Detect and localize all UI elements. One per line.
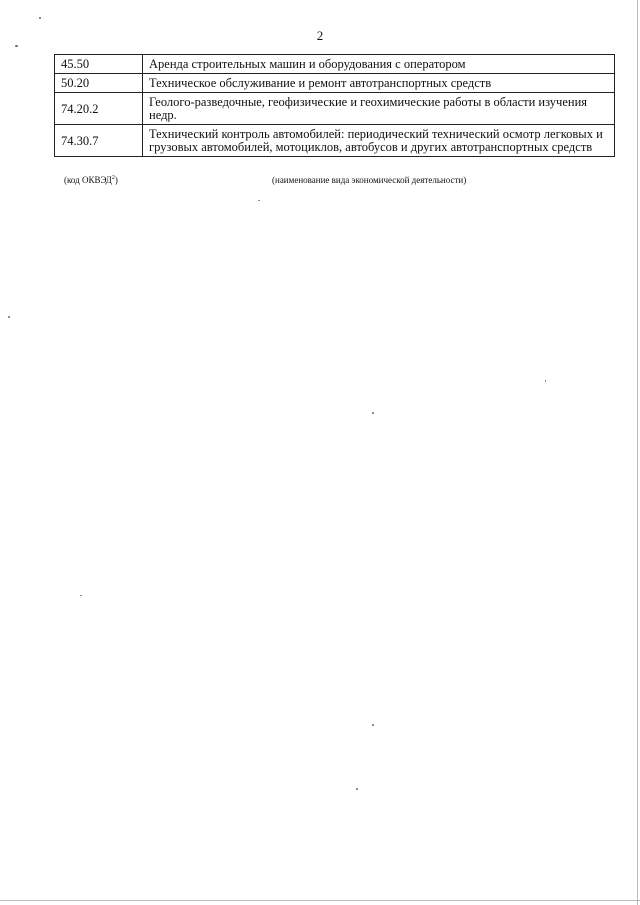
table-row bbox=[55, 74, 615, 93]
scan-speck bbox=[15, 45, 18, 47]
table-row bbox=[55, 125, 615, 157]
okved-code-caption bbox=[64, 175, 118, 185]
activity-name-cell: Технический контроль автомобилей: периодический технический осмотр легковых и грузовых автомобилей, мотоциклов, автобусов и других автотранспортных средств bbox=[143, 125, 615, 157]
activity-name-cell: Геолого-разведочные, геофизические и геохимические работы в области изучения недр. bbox=[143, 93, 615, 125]
table-row bbox=[55, 93, 615, 125]
okved-table bbox=[54, 54, 615, 157]
scan-speck bbox=[258, 200, 260, 201]
scan-speck bbox=[372, 724, 374, 726]
activity-name-cell: Аренда строительных машин и оборудования с оператором bbox=[143, 55, 615, 74]
scan-speck bbox=[545, 380, 546, 382]
okved-code-caption-close: ) bbox=[114, 175, 118, 185]
okved-code-cell: 74.20.2 bbox=[55, 93, 143, 125]
table-captions bbox=[54, 175, 615, 187]
activity-name-cell: Техническое обслуживание и ремонт автотранспортных средств bbox=[143, 74, 615, 93]
activity-name-caption: (наименование вида экономической деятельности) bbox=[272, 175, 467, 185]
scan-edge bbox=[0, 900, 640, 901]
scan-speck bbox=[39, 17, 41, 19]
scan-speck bbox=[356, 788, 358, 790]
okved-code-cell: 50.20 bbox=[55, 74, 143, 93]
page-number: 2 bbox=[316, 28, 324, 43]
footnote-marker: 2 bbox=[111, 175, 115, 181]
scan-speck bbox=[372, 412, 374, 414]
scan-edge bbox=[637, 0, 638, 905]
okved-code-caption-text: (код ОКВЭД bbox=[64, 175, 112, 185]
scan-speck bbox=[80, 595, 82, 596]
table-row bbox=[55, 55, 615, 74]
okved-code-cell: 74.30.7 bbox=[55, 125, 143, 157]
scan-speck bbox=[8, 316, 10, 318]
okved-code-cell: 45.50 bbox=[55, 55, 143, 74]
